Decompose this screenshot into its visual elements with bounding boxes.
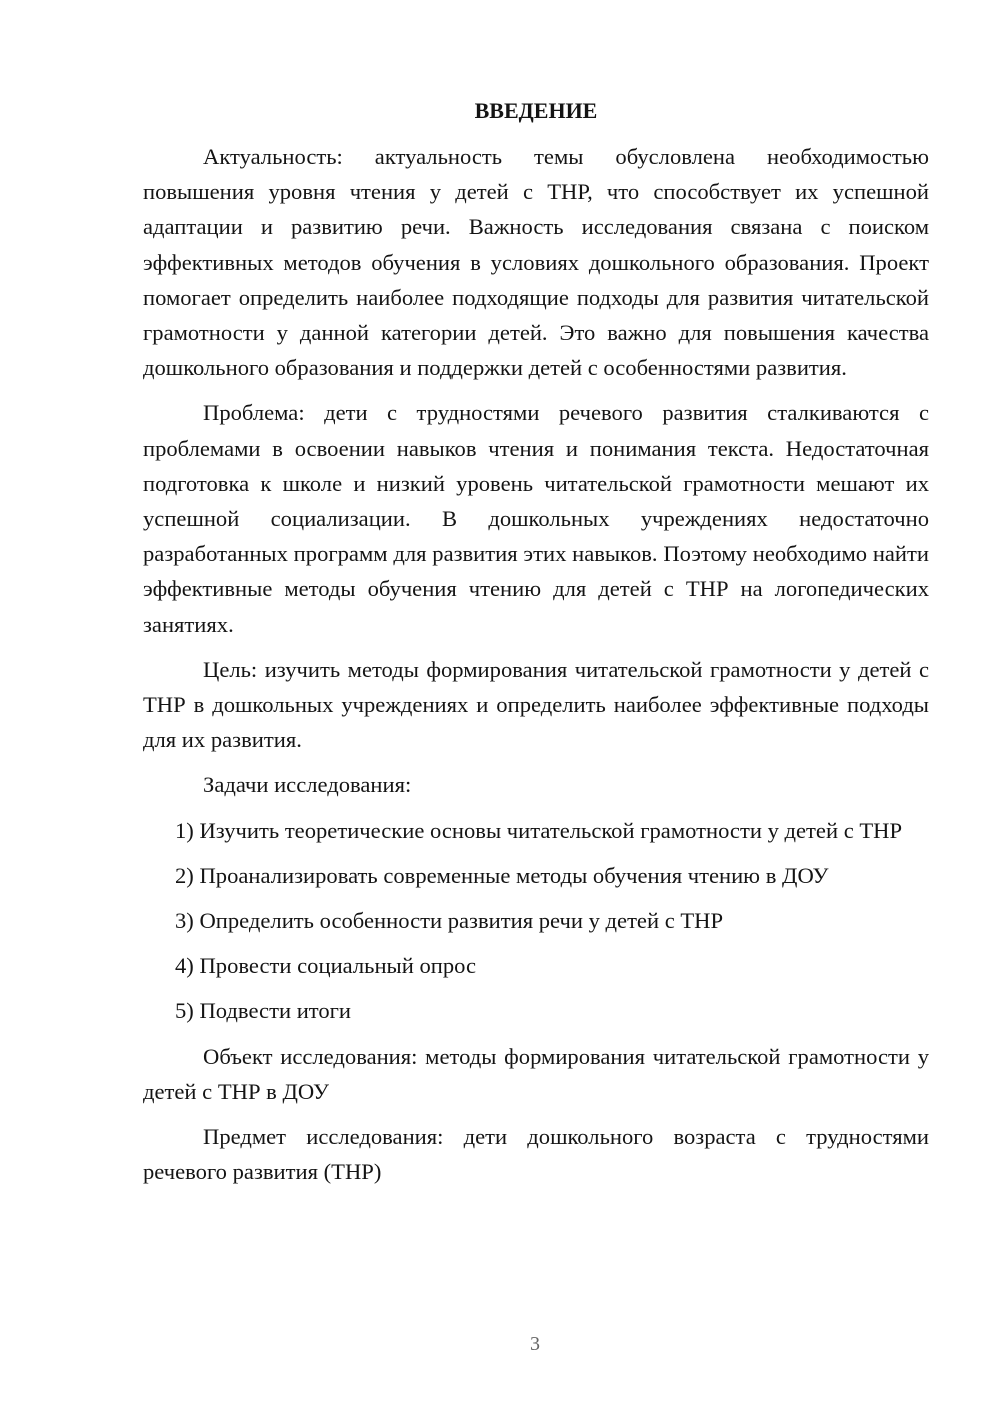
paragraph-relevance: Актуальность: актуальность темы обусловлена необходимостью повышения уровня чтения у детей с ТНР, что способствует их успешной адаптации и развитию речи. Важность исследования связана с поиском эффективных методов обучения в условиях дошкольного образования. Проект помогает определить наиболее подходящие подходы для развития читательской грамотности у данной категории детей. Это важно для повышения качества дошкольного образования и поддержки детей с особенностями развития. [143,144,929,381]
list-item: 3) Определить особенности развития речи у детей с ТНР [175,908,724,934]
tasks-heading: Задачи исследования: [203,772,412,798]
tasks-list [143,813,929,1029]
list-item: 5) Подвести итоги [175,998,352,1024]
list-item: 2) Проанализировать современные методы обучения чтению в ДОУ [175,862,829,888]
paragraph-subject: Предмет исследования: дети дошкольного возраста с трудностями речевого развития (ТНР) [143,1124,929,1185]
paragraph-goal: Цель: изучить методы формирования читательской грамотности у детей с ТНР в дошкольных учреждениях и определить наиболее эффективные подходы для их развития. [143,656,929,753]
page-title: ВВЕДЕНИЕ [474,98,598,123]
document-page [143,95,929,1199]
paragraph-problem: Проблема: дети с трудностями речевого развития сталкиваются с проблемами в освоении навыков чтения и понимания текста. Недостаточная подготовка к школе и низкий уровень читательской грамотности мешают их успешной социализации. В дошкольных учреждениях недостаточно разработанных программ для развития этих навыков. Поэтому необходимо найти эффективные методы обучения чтению для детей с ТНР на логопедических занятиях. [143,400,929,637]
paragraph-object: Объект исследования: методы формирования читательской грамотности у детей с ТНР в ДОУ [143,1043,929,1104]
list-item: 1) Изучить теоретические основы читательской грамотности у детей с ТНР [175,817,903,843]
list-item: 4) Провести социальный опрос [175,953,477,979]
page-number: 3 [530,1333,540,1355]
